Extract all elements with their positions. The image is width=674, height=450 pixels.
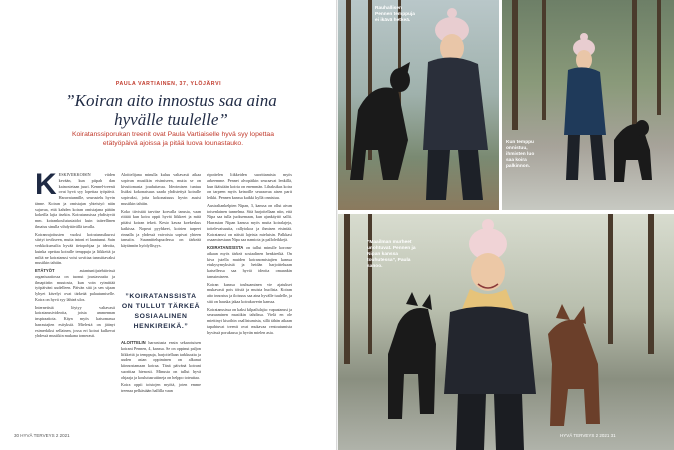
col1-subhead: ETÄTYÖT [35, 268, 55, 273]
col1-p3: asiantuntijatehtävissä organisaatiossa on tuonut joustavuutta ja ilmapiiriin muutosta, kun voin rytmittää työpäiväni uudelleen. Päivän sitä ja sen sijaan lyhyet kävelyt ovat tärkeää palautumiselle. Koira on hyvä syy lähteä ulos. [35, 268, 115, 302]
body-column-3 [207, 172, 292, 337]
body-column-2b [121, 340, 201, 396]
woman-walking-illustration [502, 0, 674, 210]
photo-caption-1: Rauhallisen Pennen temppuja ei ikävä hetkeä. [375, 6, 415, 23]
drop-cap: K [35, 168, 57, 201]
col2-p1: Aloittelijana minulla kuluu valtavasti aikaa sopivan musiikin etsimiseen, mutta se on kivuttomasta jouduttavaa. Ideoimisen tuntuu lisäksi kokonaisuus saada yhdistettyä koiralle sopivaksi, jotta kokonaisuus hyvin asuisi musiikin tahtiin. [121, 172, 201, 206]
col1-p2: Koiranrajoitusten vuoksi koiratanssikurssi siirtyi tovikseen, mutta intoni ei laantunut. Sain verkkokurssilta hyvää tietopohjaa ja ideoita, kuinka opettaa koiralle temppuja ja liikkeitä ja miltä ne koiratanssi voisi sovittaa tanssittavaksi musiikin tahtiin. [35, 231, 115, 266]
col2-p4: Koira oppii toistojen myötä, joten emme treenaa pelkästään hallilla vaan [121, 382, 201, 393]
photo-caption-3: ”Maailman murheet unohtuvat. Pennen ja Nipan kanssa touhutessa”, Paula sanoo. [367, 240, 416, 269]
page-footer-right: HYVÄ TERVEYS 2 2021 31 [560, 433, 616, 438]
col3-p5: Koiratanssissa on kaksi kilpailulajia: vapaatanssi ja seuraaminen musiikin tahdissa. Vielä en ole miettinyt kisoihin osallistumista, sillä tähän aikaan tapahtuvat treenit ovat mukavaa rentoutumista hyvässä porukassa ja hyvän mielen asia. [207, 306, 292, 335]
col3-p3: on tullut minulle korona-aikaan myös tärkeä sosiaalinen henkireikä. On kiva jutella muiden koiranomistajien kanssa etukysymyksistä ja heidän harjoitteluaan katsellessa saa hyviä ideoita omaankin tanssimiseen. [207, 245, 292, 279]
pull-quote: ”KOIRATANSSISTA ON TULLUT TÄRKEÄ SOSIAALINEN HENKIREIKÄ.” [121, 293, 201, 330]
page-footer-left: 30 HYVÄ TERVEYS 2 2021 [14, 433, 70, 438]
body-column-1 [35, 168, 115, 341]
col2-subhead: ALOITTELIN [121, 340, 146, 345]
woman-and-dog-illustration [338, 0, 499, 210]
col2-p2: Koko tiivistää tarvitse korvalla tanssia, vaan riittää kun koira oppii hyvät liikkeet ja mitä pitäisi koiran tekeä. Kesto kavaa koekeskus kaikissa. Nopeat pyyhkeet, koirien tarpeet rinnalla ja yhdessä vaivoista sopivat yhteen tanssiin. Suunnittelupuolessa on tärkeää käytännön hyödyllisyys. [121, 208, 201, 248]
lead-paragraph: Koiratanssiporukan treenit ovat Paula Vartiaiselle hyvä syy lopettaa etätyöpäivä ajoissa ja pitää luova lounastauko. [71, 131, 274, 147]
col3-p1: ripottelen liikkeiden suorittamista myös arkeemme. Pennet alvopäikin seuraavat lenkillä, kun ikäisiään koiria on enemmän. Lihaksikas koira on tarpeen myös keinoille seuraavaa aisen parit leikki. Pennen kanssa kaikki kyllä onnistuu. [207, 172, 292, 200]
kicker: PAULA VARTIAINEN, 37, YLÖJÄRVI [115, 81, 222, 87]
col1-p1: ESKIVIIKKOISIN viiden kevään, kun piipah dan kainostetaan juuri. Kennel-treenit ovat hyvä syy lopettaa työpäivä. Haravatunnille, seurustelu hyvin tänne. Koiran ja omistajan yhteistyö näin sujuvaa, että kahden koiran omistajana päätin kokeilla lajia itsekin. Koiratanssissa yhdistyvät mm. koirankoulutustaidot kuin taiteellinen ilmaisu sinulla vihdyttävällä tavalla. [35, 172, 115, 229]
col1-p4: Internetistä löytyy valtavasti koiratanssivideoita, joista ammennan inspiraatiota. Käyn myös katsomassa harrastajien esityksiä. Mielestä on jäänyt esimerkiksi sellainen, jossa eri koirat kulkevat yhdessä musiikin mukana tomerasti. [35, 304, 115, 339]
col2-p3: harrastusta ensin sekarotuisen koirani Pennen, 4, kanssa. Se on oppinut paljon liikkeitä ja temppuja, harjoitellaan tarkkuutta ja uuden asian oppiminen on alkanut kiinnostamaan koiraa. Tänä päivänä koirani suorittaa hienosti. Minusta on tullut hyvä ohjaaja ja koulutusrutiineja on helppo toteuttaa. [121, 340, 201, 380]
col3-subhead: KOIRATANSSISTA [207, 245, 244, 250]
headline: ”Koiran aito innostus saa aina hyvälle tuulelle” [65, 91, 277, 129]
photo-caption-2: Kun temppu onnistuu, ihmisten luo saa koira palkinnon. [506, 140, 535, 169]
photo-woman-with-dog-1 [338, 0, 499, 210]
col3-p4: Koiran kanssa touhuaminen vie ajatukset mukavasti pois töistä ja muista huolista. Koiran aito innostus ja iloisuus saa aina hyvälle tuulelle, ja sitä on hauska jakaa koirakaverin kanssa. [207, 281, 292, 304]
col3-p2: Australiankelpien Nipan, 3, kanssa on ollut aivan toisenlainen tunnelma. Sitä harjoitellaan niin, että Nipa saa tulla juoksemaan, kun ajankäyttö sallii. Harrastan Nipan kanssa myös mutta koiralajeja, tottelevaisuutta, rallytokoa ja ihmisen etsintää. Koiratanssi on näistä lajeista mieluisin. Palkkasi osaamisestaan Nipa saa namiota ja palloleikkejä. [207, 202, 292, 243]
photo-woman-with-dog-2 [502, 0, 674, 210]
body-column-2 [121, 172, 201, 251]
